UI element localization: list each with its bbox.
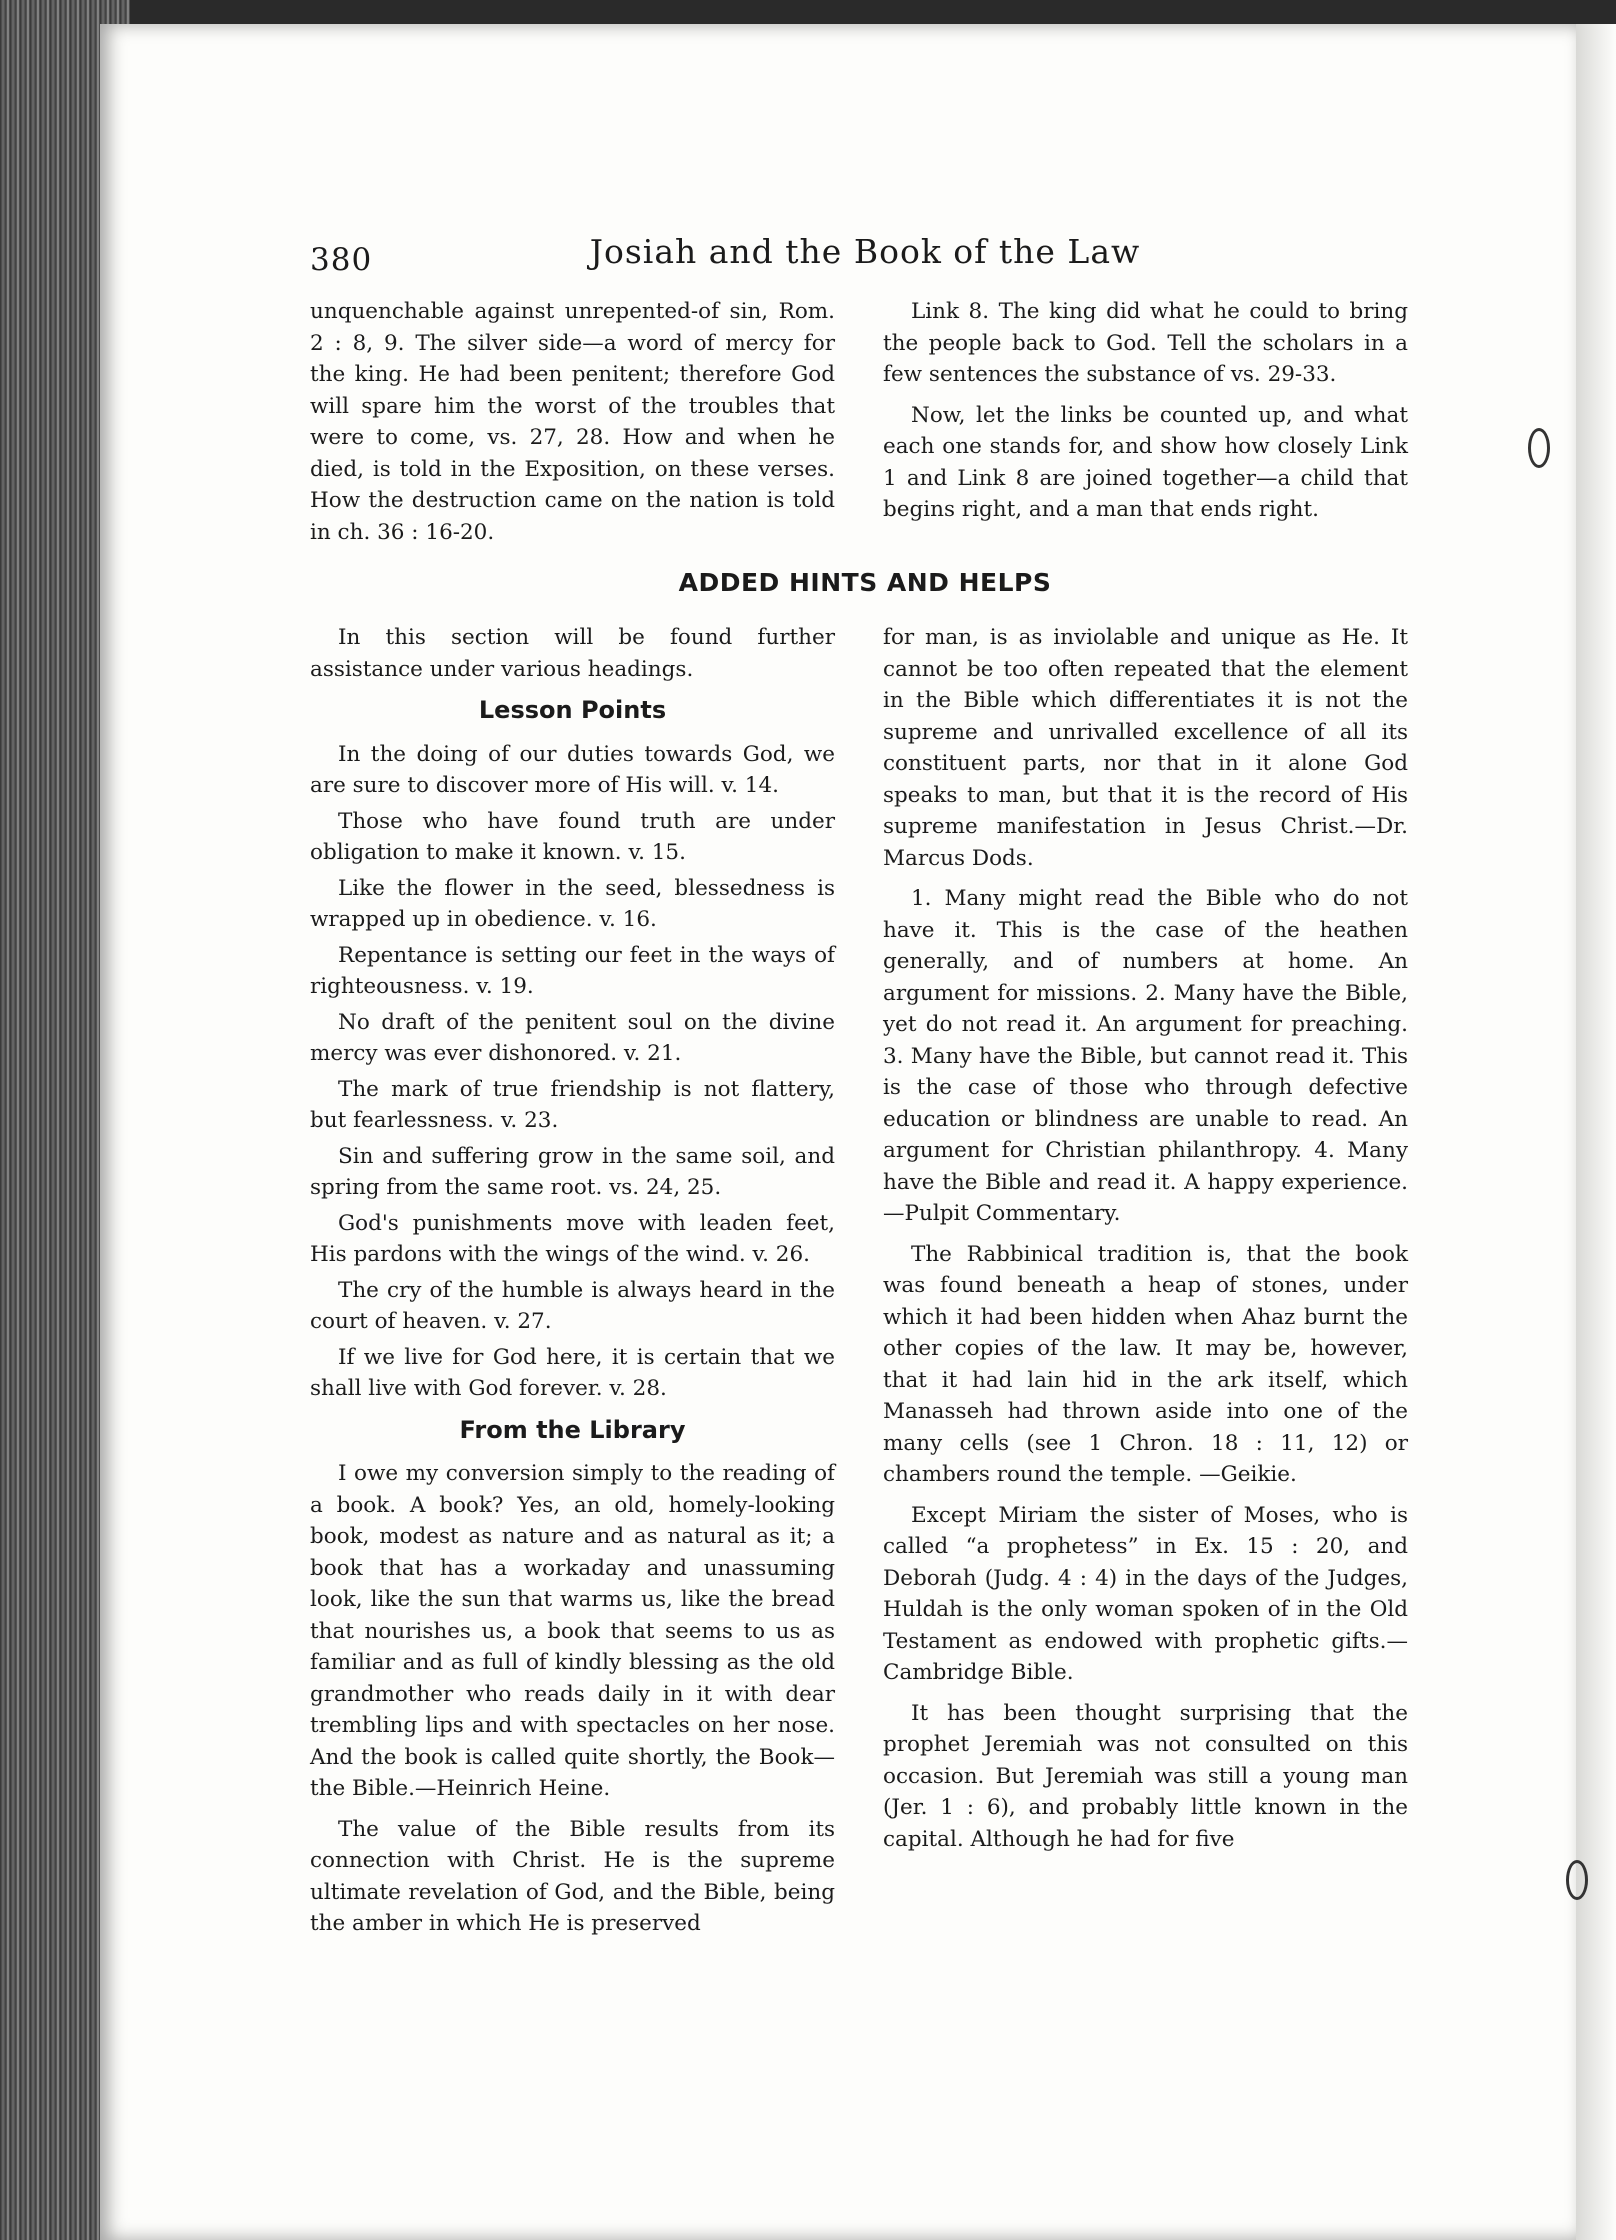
lesson-point: The mark of true friendship is not flattery, but fearlessness. v. 23.: [310, 1076, 835, 1133]
running-title: Josiah and the Book of the Law: [589, 232, 1141, 271]
lower-left-column: [310, 622, 835, 1949]
library-paragraph: It has been thought surprising that the prophet Jeremiah was not consulted on this occasion. But Jeremiah was still a young man (Jer. 1 : 6), and probably little known in the capital. Although he had for five: [883, 1700, 1408, 1852]
lesson-point: If we live for God here, it is certain that we shall live with God forever. v. 28.: [310, 1344, 835, 1401]
lesson-point: Like the flower in the seed, blessedness is wrapped up in obedience. v. 16.: [310, 875, 835, 932]
paragraph: unquenchable against unrepented-of sin, Rom. 2 : 8, 9. The silver side—a word of mercy for the king. He had been penitent; therefore God will spare him the worst of the troubles that were to come, vs. 27, 28. How and when he died, is told in the Exposition, on these verses. How the destruction came on the nation is told in ch. 36 : 16-20.: [310, 299, 835, 545]
library-paragraph: for man, is as inviolable and unique as He. It cannot be too often repeated that the element in the Bible which differentiates it is not the supreme and unrivalled excellence of all its constituent parts, nor that in it alone God speaks to man, but that it is the record of His supreme manifestation in Jesus Christ.—Dr. Marcus Dods.: [883, 625, 1408, 871]
library-paragraph: I owe my conversion simply to the reading of a book. A book? Yes, an old, homely-looking book, modest as nature and as natural as it; a book that has a workaday and unassuming look, like the sun that warms us, like the bread that nourishes us, a book that seems to us as familiar and as full of kindly blessing as the old grandmother who reads daily in it with dear trembling lips and with spectacles on her nose. And the book is called quite shortly, the Book—the Bible.—Heinrich Heine.: [310, 1461, 835, 1801]
paragraph: Now, let the links be counted up, and what each one stands for, and show how closely Link 1 and Link 8 are joined together—a child that begins right, and a man that ends right.: [883, 402, 1408, 522]
lesson-point: Sin and suffering grow in the same soil, and spring from the same root. vs. 24, 25.: [310, 1143, 835, 1200]
lesson-point: No draft of the penitent soul on the divine mercy was ever dishonored. v. 21.: [310, 1009, 835, 1066]
page-content: [310, 232, 1420, 1936]
intro-paragraph: In this section will be found further assistance under various headings.: [310, 625, 835, 682]
page-smudge-mark: [1528, 428, 1550, 468]
lesson-point: Repentance is setting our feet in the ways of righteousness. v. 19.: [310, 942, 835, 999]
section-heading: ADDED HINTS AND HELPS: [678, 568, 1052, 597]
lower-right-column: [883, 622, 1408, 1864]
page-smudge-mark: [1566, 1860, 1588, 1900]
library-paragraph: Except Miriam the sister of Moses, who is called “a prophetess” in Ex. 15 : 20, and Deborah (Judg. 4 : 4) in the days of the Judges, Huldah is the only woman spoken of in the Old Testament as endowed with prophetic gifts.—Cambridge Bible.: [883, 1502, 1408, 1685]
lesson-point: The cry of the humble is always heard in the court of heaven. v. 27.: [310, 1277, 835, 1334]
lesson-point: God's punishments move with leaden feet, His pardons with the wings of the wind. v. 26.: [310, 1210, 835, 1267]
running-head: [310, 232, 1420, 296]
lesson-points-heading: Lesson Points: [478, 696, 667, 724]
page-edge-shadow: [1576, 24, 1616, 2240]
paragraph: Link 8. The king did what he could to bring the people back to God. Tell the scholars in a few sentences the substance of vs. 29-33.: [883, 299, 1408, 387]
top-right-column: [883, 296, 1408, 535]
library-paragraph: The value of the Bible results from its connection with Christ. He is the supreme ultimate revelation of God, and the Bible, being the amber in which He is preserved: [310, 1816, 835, 1936]
library-paragraph: 1. Many might read the Bible who do not have it. This is the case of the heathen generally, and of numbers at home. An argument for missions. 2. Many have the Bible, yet do not read it. An argument for preaching. 3. Many have the Bible, but cannot read it. This is the case of those who through defective education or blindness are unable to read. An argument for Christian philanthropy. 4. Many have the Bible and read it. A happy experience.—Pulpit Commentary.: [883, 886, 1408, 1226]
library-paragraph: The Rabbinical tradition is, that the book was found beneath a heap of stones, under which it had been hidden when Ahaz burnt the other copies of the law. It may be, however, that it had lain hid in the ark itself, which Manasseh had thrown aside into one of the many cells (see 1 Chron. 18 : 11, 12) or chambers round the temple. —Geikie.: [883, 1241, 1408, 1487]
lesson-point: In the doing of our duties towards God, we are sure to discover more of His will. v. 14.: [310, 741, 835, 798]
top-left-column: [310, 296, 835, 557]
page-number: 380: [310, 242, 373, 278]
from-library-heading: From the Library: [459, 1415, 686, 1444]
lesson-point: Those who have found truth are under obligation to make it known. v. 15.: [310, 808, 835, 865]
